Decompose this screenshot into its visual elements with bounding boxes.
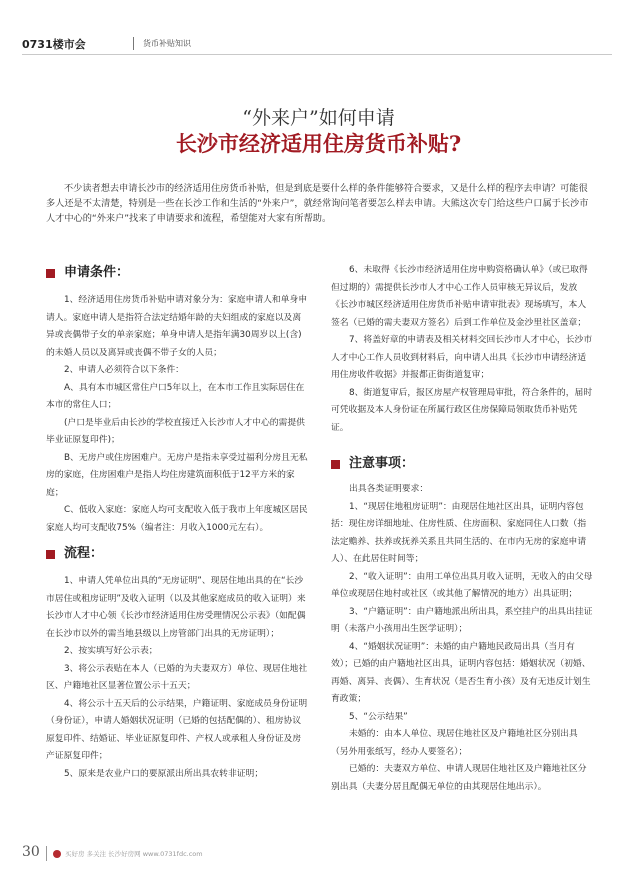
intro-paragraph: 不少读者想去申请长沙市的经济适用住房货币补贴，但是到底是要什么样的条件能够符合要求，又是什么样的程序去申请？可能很多人还是不太清楚，特别是一些在长沙工作和生活的“外来户”，就经常询问笔者要怎么样去申请。大熊这次专门给这些户口属于长沙市人才中心的“外来户”找来了申请要求和流程，希望能对大家有所帮助。	[46, 183, 589, 224]
paragraph: 8、街道复审后，报区房屋产权管理局审批，符合条件的，届时可凭收据及本人身份证在所属行政区住房保障局领取货币补贴凭证。	[331, 387, 593, 433]
paragraph: 2、按实填写好公示表；	[64, 646, 158, 656]
paragraph: 6、未取得《长沙市经济适用住房申购资格确认单》（或已取得但过期的）需提供长沙市人才中心工作人员审核无异议后，发放《长沙市城区经济适用住房货币补贴申请审批表》现场填写，本人签名（已婚的需夫妻双方签名）后到工作单位及金沙里社区盖章；	[331, 265, 588, 328]
square-bullet-icon	[46, 550, 55, 559]
left-column	[46, 262, 308, 783]
paragraph: 3、“户籍证明”：由户籍地派出所出具，系空挂户的出具出挂证明（未落户小孩用出生医学证明）；	[331, 606, 593, 634]
paragraph: 出具各类证明要求：	[349, 484, 429, 494]
page-header	[22, 34, 612, 56]
section-heading-conditions: 申请条件：	[46, 262, 308, 284]
page-number: 30	[22, 844, 40, 860]
footer-text: 买好房 多关注 长沙好房网 www.0731fdc.com	[65, 850, 203, 858]
title-line-1: “外来户”如何申请	[242, 107, 395, 129]
section-heading-notes: 注意事项：	[331, 453, 593, 475]
paragraph: 1、“现居住地租房证明”：由现居住地社区出具，证明内容包括：现住房详细地址、住房性质、住房面积、家庭同住人口数（指法定赡养、扶养或抚养关系且共同生活的、在市内无房的家庭申请人）、在此居住时间等；	[331, 501, 587, 564]
square-bullet-icon	[331, 460, 340, 469]
paragraph: 5、原来是农业户口的要原派出所出具农转非证明；	[64, 768, 264, 779]
paragraph: A、具有本市城区常住户口5年以上，在本市工作且实际居住在本市的常住人口；	[46, 382, 305, 410]
paragraph: 4、“婚姻状况证明”：未婚的由户籍地民政局出具（当月有效）；已婚的由户籍地社区出具，证明内容包括：婚姻状况（初婚、再婚、离异、丧偶）、生育状况（是否生育小孩）及有无违反计划生育政策；	[331, 641, 591, 704]
paragraph: C、低收入家庭：家庭人均可支配收入低于我市上年度城区居民家庭人均可支配收75%（编者注：月收入1000元左右）。	[46, 505, 308, 533]
paragraph: 4、将公示十五天后的公示结果，户籍证明、家庭成员身份证明（身份证），申请人婚姻状况证明（已婚的包括配偶的）、租房协议原复印件、结婚证、毕业证原复印件、产权人或承租人身份证及房产证原复印件；	[46, 698, 308, 761]
square-bullet-icon	[46, 269, 55, 278]
section-heading-process: 流程：	[46, 543, 308, 565]
header-rule	[22, 54, 612, 55]
page-footer	[22, 843, 612, 867]
paragraph: 2、申请人必须符合以下条件：	[64, 365, 184, 375]
title-line-2: 长沙市经济适用住房货币补贴?	[175, 131, 462, 156]
section-tag: 货币补贴知识	[143, 39, 191, 48]
site-logo-icon	[53, 850, 61, 858]
paragraph: 7、将盖好章的申请表及相关材料交回长沙市人才中心，长沙市人才中心工作人员收到材料后，向申请人出具《长沙市申请经济适用住房收件收据》并报都正街街道复审；	[331, 335, 593, 380]
paragraph: 1、申请人凭单位出具的“无房证明”、现居住地出具的在“长沙市居住或租房证明”及收入证明（以及其他家庭成员的收入证明）来长沙市人才中心领《长沙市经济适用住房受理情况公示表》（如配偶在长沙市以外的需当地县级以上房管部门出具的无房证明）；	[46, 576, 306, 639]
paragraph: B、无房户或住房困难户。无房户是指未享受过福利分房且无私房的家庭，住房困难户是指人均住房建筑面积低于12平方米的家庭；	[46, 452, 308, 498]
magazine-brand: 0731楼市会	[22, 38, 86, 51]
right-column	[331, 262, 593, 796]
paragraph: 已婚的：夫妻双方单位、申请人现居住地社区及户籍地社区分别出具（夫妻分居且配偶无单位的由其现居住地出示）。	[331, 764, 587, 792]
paragraph: (户口是毕业后由长沙的学校直接迁入长沙市人才中心的需提供毕业证原复印件)；	[46, 417, 305, 445]
paragraph: 1、经济适用住房货币补贴申请对象分为：家庭申请人和单身申请人。家庭申请人是指符合法定结婚年龄的夫妇组成的家庭以及离异或丧偶带子女的单亲家庭；单身申请人是指年满30周岁以上(含)的未婚人员以及离异或丧偶不带子女的人员；	[46, 295, 308, 358]
paragraph: 2、“收入证明”：由用工单位出具月收入证明，无收入的由父母单位或现居住地村或社区（或其他了解情况的地方）出具证明；	[331, 571, 593, 599]
paragraph: 未婚的：由本人单位、现居住地社区及户籍地社区分别出具（另外用张纸写，经办人要签名）；	[331, 729, 578, 757]
header-divider	[133, 37, 134, 50]
footer-divider	[46, 846, 47, 861]
paragraph: 5、“公示结果”	[349, 711, 408, 722]
paragraph: 3、将公示表贴在本人（已婚的为夫妻双方）单位、现居住地社区、户籍地社区显著位置公示十五天；	[46, 663, 308, 691]
